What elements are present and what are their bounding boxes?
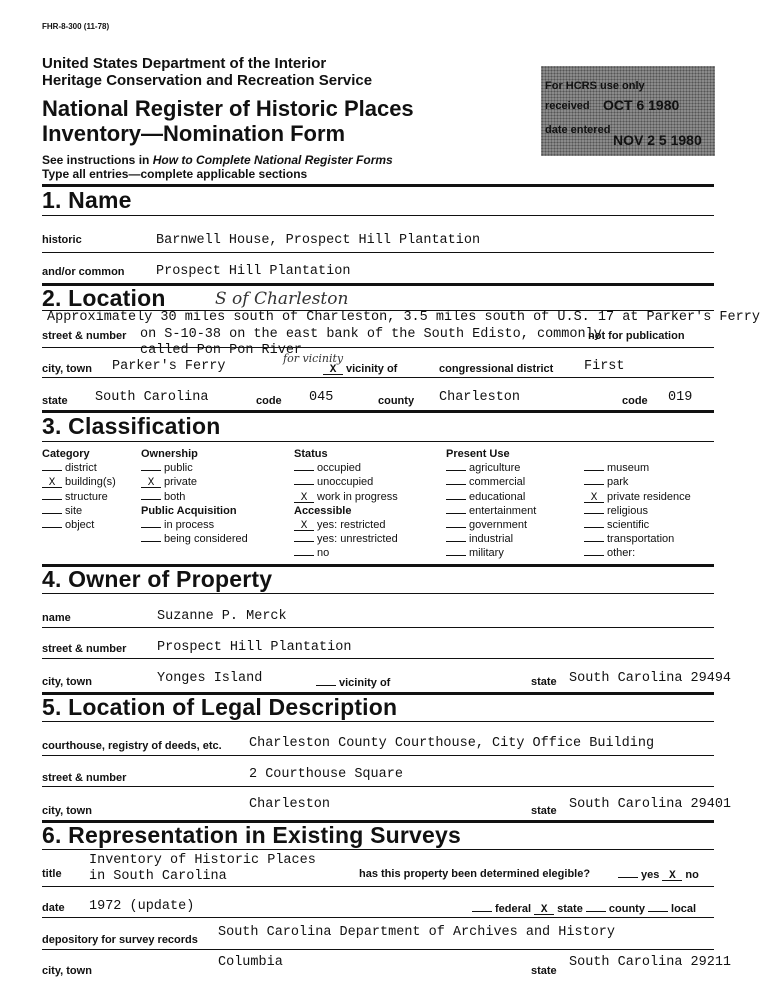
- vicinity-mark[interactable]: X: [323, 365, 343, 375]
- present-use-option: [584, 461, 691, 475]
- option-label: museum: [607, 462, 650, 475]
- option-label: park: [607, 476, 629, 489]
- divider: [42, 721, 714, 722]
- section-1-title: 1. Name: [42, 187, 132, 213]
- survey-date-label: date: [42, 902, 65, 914]
- form-title-line-1: National Register of Historic Places: [42, 96, 414, 121]
- option-label: both: [164, 490, 186, 503]
- option-label: yes: unrestricted: [317, 533, 398, 546]
- section-4-title: 4. Owner of Property: [42, 566, 273, 592]
- state-value[interactable]: South Carolina: [95, 390, 209, 405]
- form-title-line-2: Inventory—Nomination Form: [42, 121, 346, 146]
- checkbox[interactable]: X: [42, 478, 62, 488]
- owner-vicinity-field: [316, 676, 390, 689]
- checkbox[interactable]: [446, 532, 466, 542]
- owner-state-label: state: [531, 676, 557, 688]
- acquisition-option: [141, 532, 248, 546]
- congressional-label: congressional district: [439, 363, 554, 375]
- legal-state-value[interactable]: South Carolina 29401: [569, 797, 732, 812]
- stamp-line-1: For HCRS use only: [545, 80, 645, 92]
- category-option: [42, 518, 116, 532]
- divider: [42, 593, 714, 594]
- checkbox[interactable]: [584, 475, 604, 485]
- divider: [42, 347, 714, 348]
- section-3-title: 3. Classification: [42, 413, 221, 439]
- category-option: [42, 461, 116, 475]
- checkbox[interactable]: [42, 518, 62, 528]
- common-label: and/or common: [42, 266, 125, 278]
- county-label: county: [378, 395, 415, 407]
- category-option: [42, 490, 116, 504]
- depository-city-label: city, town: [42, 965, 92, 977]
- divider: [42, 917, 714, 918]
- checkbox[interactable]: [141, 518, 161, 528]
- checkbox[interactable]: X: [584, 493, 604, 503]
- common-value[interactable]: Prospect Hill Plantation: [156, 264, 351, 279]
- depository-state-label: state: [531, 965, 557, 977]
- present-use-group-2: [584, 461, 691, 560]
- local-label: local: [671, 903, 697, 915]
- divider: [42, 886, 714, 887]
- instructions-title: How to Complete National Register Forms: [152, 153, 393, 167]
- ownership-option: [141, 475, 248, 489]
- checkbox[interactable]: [584, 532, 604, 542]
- stamp-entered-value: NOV 2 5 1980: [613, 132, 702, 148]
- status-group: [294, 447, 398, 561]
- checkbox[interactable]: X: [141, 478, 161, 488]
- checkbox[interactable]: X: [294, 493, 314, 503]
- present-use-option: [446, 546, 536, 560]
- divider: [42, 949, 714, 950]
- depository-value[interactable]: South Carolina Department of Archives and History: [218, 925, 615, 940]
- legal-street-label: street & number: [42, 772, 127, 784]
- option-label: occupied: [317, 462, 362, 475]
- checkbox[interactable]: X: [294, 521, 314, 531]
- eligible-options: [618, 868, 699, 881]
- city-value[interactable]: Parker's Ferry: [112, 359, 226, 374]
- vicinity-field: [323, 363, 397, 375]
- ownership-heading: Ownership: [141, 448, 198, 460]
- legal-city-value[interactable]: Charleston: [249, 797, 331, 812]
- option-label: private residence: [607, 490, 691, 503]
- no-checkbox[interactable]: X: [662, 871, 682, 881]
- option-label: district: [65, 462, 97, 475]
- checkbox[interactable]: [294, 475, 314, 485]
- not-for-publication: not for publication: [588, 330, 685, 342]
- state-label: state: [42, 395, 68, 407]
- federal-checkbox[interactable]: [472, 902, 492, 912]
- courthouse-value[interactable]: Charleston County Courthouse, City Office Building: [249, 736, 655, 751]
- option-label: building(s): [65, 476, 116, 489]
- street-line-2[interactable]: on S-10-38 on the east bank of the South Edisto, commonly: [140, 327, 602, 342]
- checkbox[interactable]: [584, 546, 604, 556]
- section-2-title: 2. Location: [42, 285, 166, 311]
- present-use-option: [584, 490, 691, 504]
- present-use-option: [584, 532, 691, 546]
- depository-label: depository for survey records: [42, 934, 198, 946]
- option-label: industrial: [469, 533, 514, 546]
- divider: [42, 755, 714, 756]
- status-option: [294, 490, 398, 504]
- present-use-heading: Present Use: [446, 448, 510, 460]
- checkbox[interactable]: [446, 518, 466, 528]
- checkbox[interactable]: [42, 461, 62, 471]
- checkbox[interactable]: [584, 461, 604, 471]
- checkbox[interactable]: [446, 546, 466, 556]
- divider: [42, 441, 714, 442]
- option-label: private: [164, 476, 198, 489]
- option-label: structure: [65, 490, 108, 503]
- stamp-entered-label: date entered: [545, 124, 611, 136]
- acquisition-option: [141, 518, 248, 532]
- survey-title-label: title: [42, 868, 62, 880]
- agency-line-1: United States Department of the Interior: [42, 55, 327, 72]
- present-use-option: [584, 475, 691, 489]
- section-6-title: 6. Representation in Existing Surveys: [42, 822, 461, 848]
- city-label: city, town: [42, 363, 92, 375]
- checkbox[interactable]: [446, 461, 466, 471]
- county-code-label: code: [622, 395, 648, 407]
- owner-street-value[interactable]: Prospect Hill Plantation: [157, 640, 352, 655]
- divider: [42, 786, 714, 787]
- owner-city-value[interactable]: Yonges Island: [157, 671, 263, 686]
- survey-level-options: [472, 902, 696, 915]
- handwritten-note-city: for vicinity: [283, 352, 344, 365]
- present-use-option: [584, 546, 691, 560]
- depository-state-value[interactable]: South Carolina 29211: [569, 955, 732, 970]
- survey-date-value[interactable]: 1972 (update): [89, 899, 195, 914]
- checkbox[interactable]: [294, 461, 314, 471]
- option-label: commercial: [469, 476, 526, 489]
- street-line-1[interactable]: Approximately 30 miles south of Charleston, 3.5 miles south of U.S. 17 at Parker's Ferry: [47, 310, 760, 325]
- county-code[interactable]: 019: [668, 390, 693, 405]
- option-label: educational: [469, 490, 526, 503]
- category-heading: Category: [42, 448, 90, 460]
- checkbox[interactable]: [584, 518, 604, 528]
- category-option: [42, 504, 116, 518]
- option-label: other:: [607, 547, 636, 560]
- present-use-option: [584, 504, 691, 518]
- present-use-option: [446, 475, 536, 489]
- owner-name-value[interactable]: Suzanne P. Merck: [157, 609, 287, 624]
- stamp-received-value: OCT 6 1980: [603, 97, 680, 113]
- option-label: work in progress: [317, 490, 398, 503]
- survey-title-line-1[interactable]: Inventory of Historic Places: [89, 853, 316, 868]
- survey-title-line-2[interactable]: in South Carolina: [89, 869, 227, 884]
- option-label: in process: [164, 519, 215, 532]
- county-checkbox[interactable]: [586, 902, 606, 912]
- legal-street-value[interactable]: 2 Courthouse Square: [249, 767, 403, 782]
- divider: [42, 658, 714, 659]
- ownership-option: [141, 461, 248, 475]
- option-label: military: [469, 547, 504, 560]
- depository-city-value[interactable]: Columbia: [218, 955, 283, 970]
- category-option: [42, 475, 116, 489]
- form-number: FHR-8-300 (11-78): [42, 22, 110, 31]
- ownership-group: [141, 447, 248, 546]
- accessible-option: [294, 532, 398, 546]
- checkbox[interactable]: [584, 504, 604, 514]
- status-option: [294, 461, 398, 475]
- present-use-option: [584, 518, 691, 532]
- option-label: scientific: [607, 519, 650, 531]
- ownership-option: [141, 490, 248, 504]
- present-use-option: [446, 490, 536, 504]
- state-checkbox[interactable]: X: [534, 905, 554, 915]
- legal-city-label: city, town: [42, 805, 92, 817]
- instructions-line-2: Type all entries—complete applicable sections: [42, 167, 308, 181]
- checkbox[interactable]: [42, 490, 62, 500]
- option-label: entertainment: [469, 504, 537, 517]
- accessible-heading: Accessible: [294, 504, 352, 517]
- federal-label: federal: [495, 903, 532, 915]
- eligible-question: has this property been determined elegible?: [359, 868, 591, 880]
- courthouse-label: courthouse, registry of deeds, etc.: [42, 740, 222, 752]
- divider: [42, 627, 714, 628]
- accessible-option: [294, 546, 398, 560]
- present-use-option: [446, 532, 536, 546]
- county-level-label: county: [608, 903, 645, 915]
- section-5-title: 5. Location of Legal Description: [42, 694, 398, 720]
- vicinity-label: vicinity of: [346, 363, 398, 375]
- state-level-label: state: [557, 903, 583, 915]
- present-use-option: [446, 504, 536, 518]
- historic-label: historic: [42, 234, 82, 246]
- divider: [42, 184, 714, 187]
- option-label: agriculture: [469, 462, 521, 475]
- present-use-group: [446, 447, 536, 561]
- acquisition-heading: Public Acquisition: [141, 504, 237, 517]
- street-line-3[interactable]: called Pon Pon River: [140, 343, 303, 358]
- checkbox[interactable]: [446, 504, 466, 514]
- present-use-option: [446, 461, 536, 475]
- stamp-received-label: received: [545, 100, 590, 112]
- divider: [42, 215, 714, 216]
- checkbox[interactable]: [141, 532, 161, 542]
- no-label: no: [685, 869, 699, 881]
- yes-label: yes: [641, 869, 660, 881]
- accessible-option: [294, 518, 398, 532]
- option-label: public: [164, 462, 193, 475]
- divider: [42, 849, 714, 850]
- checkbox[interactable]: [446, 475, 466, 485]
- option-label: government: [469, 519, 528, 532]
- option-label: religious: [607, 504, 648, 517]
- state-code[interactable]: 045: [309, 390, 334, 405]
- category-group: [42, 447, 116, 532]
- divider: [42, 377, 714, 378]
- option-label: being considered: [164, 533, 248, 546]
- option-label: object: [65, 519, 95, 532]
- checkbox[interactable]: [141, 461, 161, 471]
- owner-vicinity-mark[interactable]: [316, 676, 336, 686]
- yes-checkbox[interactable]: [618, 868, 638, 878]
- owner-street-label: street & number: [42, 643, 127, 655]
- owner-city-label: city, town: [42, 676, 92, 688]
- legal-state-label: state: [531, 805, 557, 817]
- hcrs-stamp: [541, 66, 715, 156]
- option-label: unoccupied: [317, 476, 374, 489]
- present-use-option: [446, 518, 536, 532]
- checkbox[interactable]: [294, 532, 314, 542]
- owner-vicinity-label: vicinity of: [339, 677, 391, 689]
- checkbox[interactable]: [294, 546, 314, 556]
- congressional-value[interactable]: First: [584, 359, 625, 374]
- agency-line-2: Heritage Conservation and Recreation Service: [42, 72, 373, 89]
- owner-name-label: name: [42, 612, 71, 624]
- checkbox[interactable]: [42, 504, 62, 514]
- status-heading: Status: [294, 448, 328, 460]
- checkbox[interactable]: [141, 490, 161, 500]
- handwritten-note-title: S of Charleston: [215, 289, 349, 309]
- option-label: no: [317, 547, 330, 560]
- instructions-line-1: [42, 153, 393, 167]
- local-checkbox[interactable]: [648, 902, 668, 912]
- code-label: code: [256, 395, 282, 407]
- instructions-prefix: See instructions in: [42, 153, 153, 167]
- street-label: street & number: [42, 330, 127, 342]
- option-label: transportation: [607, 533, 675, 546]
- option-label: site: [65, 504, 83, 517]
- county-value[interactable]: Charleston: [439, 390, 521, 405]
- owner-state-value[interactable]: South Carolina 29494: [569, 671, 732, 686]
- option-label: yes: restricted: [317, 519, 386, 532]
- historic-value[interactable]: Barnwell House, Prospect Hill Plantation: [156, 233, 481, 248]
- status-option: [294, 475, 398, 489]
- divider: [42, 252, 714, 253]
- checkbox[interactable]: [446, 490, 466, 500]
